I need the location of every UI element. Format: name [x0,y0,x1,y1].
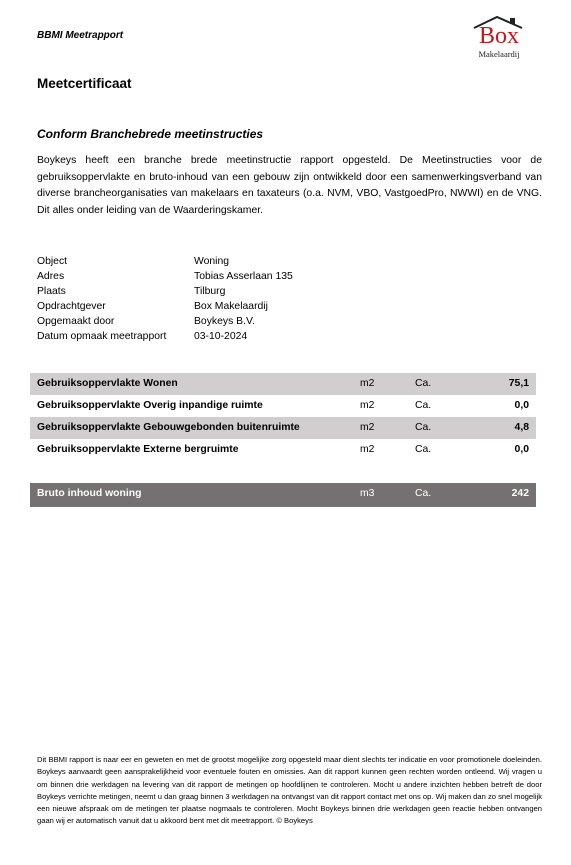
total-value: 242 [511,488,529,499]
intro-paragraph: Boykeys heeft een branche brede meetinstructie rapport opgesteld. De Meetinstructies voor de gebruiksoppervlakte en bruto-inhoud van een gebouw zijn ontwikkeld door een samenwerkingsverband van diverse brancheorganisaties van makelaars en taxateurs (o.a. NVM, VBO, VastgoedPro, NWWI) en de VNG. Dit alles onder leiding van de Waarderingskamer. [37,155,542,216]
info-row-date [37,329,437,344]
info-row-author [37,314,437,329]
info-value: Boykeys B.V. [194,316,255,327]
area-value: 75,1 [508,378,529,389]
info-value: Woning [194,256,230,267]
info-label: Adres [37,271,65,282]
table-row [30,395,536,417]
area-approx: Ca. [415,400,432,411]
info-value: Box Makelaardij [194,301,268,312]
total-approx: Ca. [415,488,432,499]
area-unit: m2 [360,422,375,433]
area-label: Gebruiksoppervlakte Wonen [37,378,178,389]
area-label: Gebruiksoppervlakte Overig inpandige ruimte [37,400,263,411]
info-row-address [37,269,437,284]
total-volume-row [30,483,536,507]
area-approx: Ca. [415,444,432,455]
table-row [30,417,536,439]
box-makelaardij-logo [470,15,532,59]
table-row [30,439,536,461]
logo-subtitle: Makelaardij [478,49,520,59]
section-title: Conform Branchebrede meetinstructies [37,127,264,141]
info-row-city [37,284,437,299]
total-label: Bruto inhoud woning [37,488,142,499]
area-value: 4,8 [514,422,529,433]
info-label: Object [37,256,68,267]
area-label: Gebruiksoppervlakte Gebouwgebonden buitenruimte [37,422,300,433]
area-table [30,373,536,461]
info-row-object [37,254,437,269]
area-value: 0,0 [514,400,529,411]
object-info-list [37,254,437,344]
area-value: 0,0 [514,444,529,455]
info-row-client [37,299,437,314]
document-title: Meetcertificaat [37,76,132,91]
info-value: Tilburg [194,286,226,297]
area-unit: m2 [360,400,375,411]
area-approx: Ca. [415,422,432,433]
info-value: 03-10-2024 [194,331,248,342]
report-header-title: BBMI Meetrapport [37,30,124,41]
area-unit: m2 [360,444,375,455]
area-approx: Ca. [415,378,432,389]
info-label: Datum opmaak meetrapport [37,331,167,342]
area-label: Gebruiksoppervlakte Externe bergruimte [37,444,239,455]
disclaimer-text: Dit BBMI rapport is naar eer en geweten en met de grootst mogelijke zorg opgesteld maar dient slechts ter indicatie en voor promotionele doeleinden. Boykeys aanvaardt geen aansprakelijkheid voor eventuele fouten en omissies. Aan dit rapport kunnen geen rechten worden ontleend. Wij vragen u om binnen drie werkdagen na levering van dit rapport de metingen op hoofdlijnen te controleren. Mocht u andere inzichten hebben betreft de door Boykeys verrichte metingen, neemt u dan graag binnen 3 werkdagen na ontvangst van dit rapport contact met ons op. Wij maken dan zo snel mogelijk een nieuwe afspraak om de metingen ter plaatse nogmaals te controleren. Mocht Boykeys binnen drie werkdagen geen reactie hebben ontvangen gaan wij er automatisch vanuit dat u akkoord bent met dit meetrapport. © Boykeys [37,755,542,826]
info-label: Opgemaakt door [37,316,115,327]
info-label: Plaats [37,286,66,297]
total-unit: m3 [360,488,375,499]
info-label: Opdrachtgever [37,301,106,312]
area-unit: m2 [360,378,375,389]
table-row [30,373,536,395]
logo-word: Box [478,23,519,49]
info-value: Tobias Asserlaan 135 [194,271,293,282]
